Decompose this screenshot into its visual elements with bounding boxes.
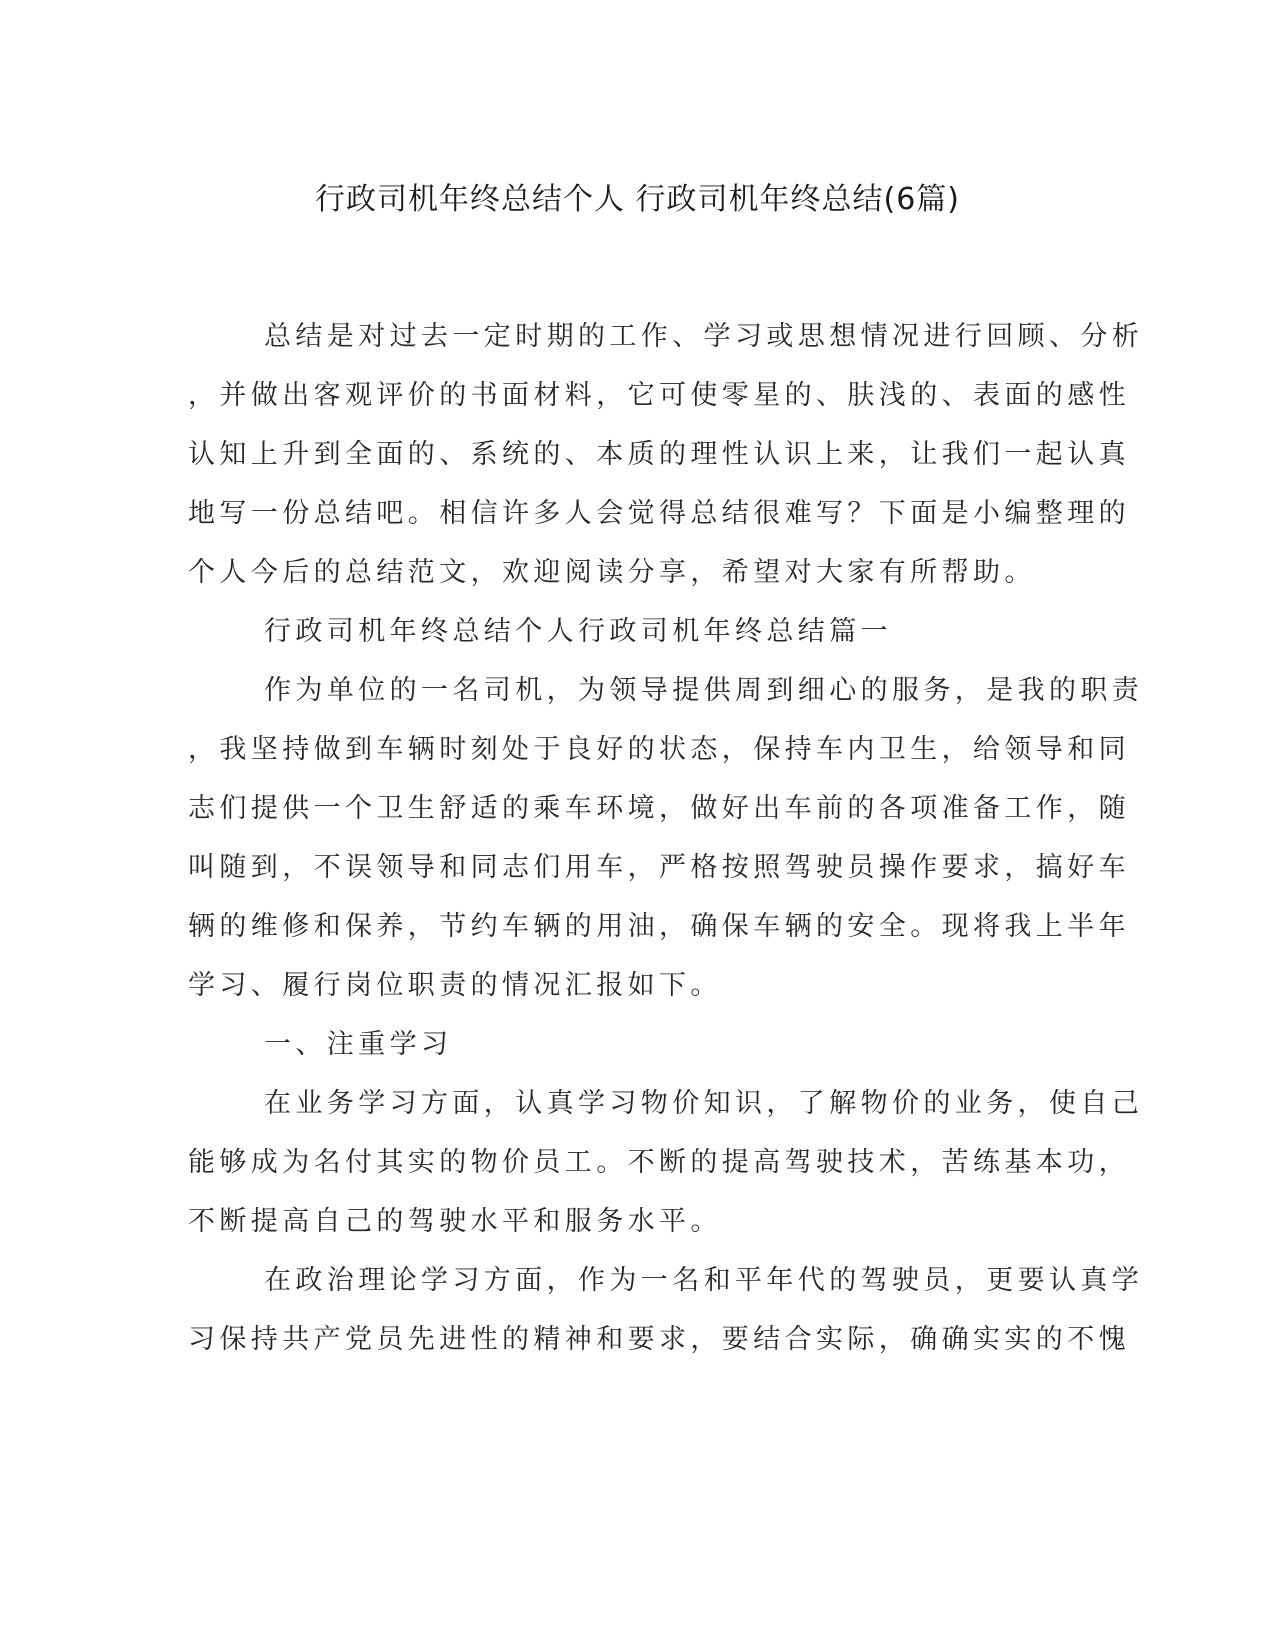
section-heading: 行政司机年终总结个人行政司机年终总结篇一 — [264, 616, 892, 647]
paragraph-line: 不断提高自己的驾驶水平和服务水平。 — [188, 1206, 722, 1237]
subsection-heading: 一、注重学习 — [264, 1029, 453, 1060]
paragraph-line: 地写一份总结吧。相信许多人会觉得总结很难写？下面是小编整理的 — [188, 498, 1130, 529]
paragraph-line: 作为单位的一名司机，为领导提供周到细心的服务，是我的职责 — [264, 675, 1144, 706]
paragraph-line: 学习、履行岗位职责的情况汇报如下。 — [188, 970, 722, 1001]
paragraph-line: ，我坚持做到车辆时刻处于良好的状态，保持车内卫生，给领导和同 — [188, 734, 1130, 765]
paragraph-line: 个人今后的总结范文，欢迎阅读分享，希望对大家有所帮助。 — [188, 557, 1036, 588]
paragraph-line: 在业务学习方面，认真学习物价知识，了解物价的业务，使自己 — [264, 1088, 1144, 1119]
paragraph-line: 志们提供一个卫生舒适的乘车环境，做好出车前的各项准备工作，随 — [188, 793, 1130, 824]
paragraph-line: 认知上升到全面的、系统的、本质的理性认识上来，让我们一起认真 — [188, 439, 1130, 470]
paragraph-line: 总结是对过去一定时期的工作、学习或思想情况进行回顾、分析 — [264, 321, 1144, 352]
paragraph-line: 能够成为名付其实的物价员工。不断的提高驾驶技术，苦练基本功， — [188, 1147, 1130, 1178]
paragraph-line: 习保持共产党员先进性的精神和要求，要结合实际，确确实实的不愧 — [188, 1324, 1130, 1355]
paragraph-line: 在政治理论学习方面，作为一名和平年代的驾驶员，更要认真学 — [264, 1265, 1144, 1296]
paragraph-line: 叫随到，不误领导和同志们用车，严格按照驾驶员操作要求，搞好车 — [188, 852, 1130, 883]
document-title: 行政司机年终总结个人 行政司机年终总结(6篇) — [314, 182, 961, 217]
paragraph-line: 辆的维修和保养，节约车辆的用油，确保车辆的安全。现将我上半年 — [188, 911, 1130, 942]
paragraph-line: ，并做出客观评价的书面材料，它可使零星的、肤浅的、表面的感性 — [188, 380, 1130, 411]
